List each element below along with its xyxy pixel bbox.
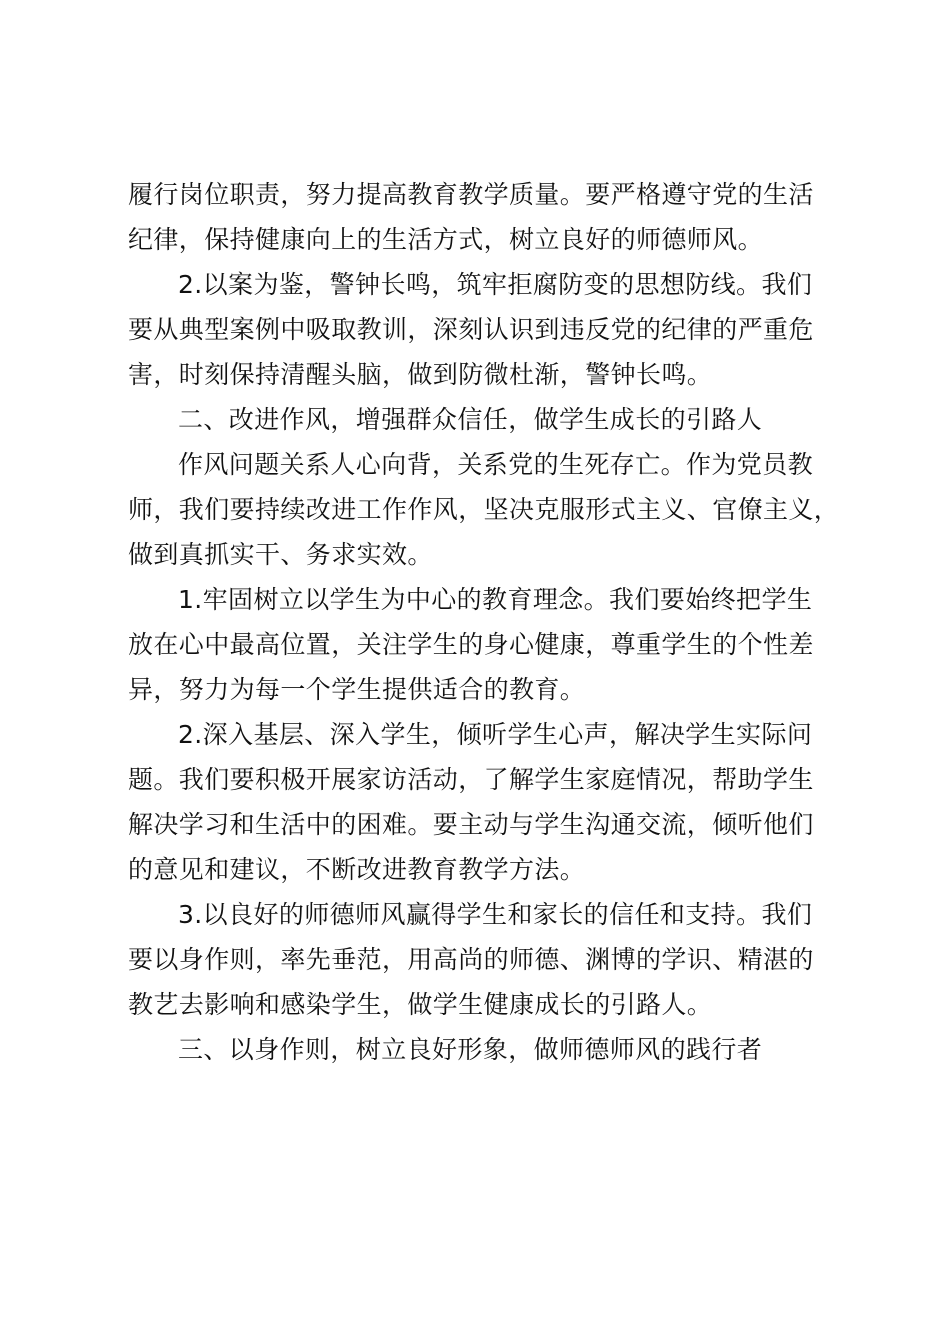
text-line: 2.深入基层、深入学生，倾听学生心声，解决学生实际问 <box>178 720 813 749</box>
text-line: 异，努力为每一个学生提供适合的教育。 <box>128 675 586 704</box>
text-line: 解决学习和生活中的困难。要主动与学生沟通交流，倾听他们 <box>128 810 814 839</box>
text-line: 教艺去影响和感染学生，做学生健康成长的引路人。 <box>128 990 713 1019</box>
section-heading: 三、以身作则，树立良好形象，做师德师风的践行者 <box>178 1035 763 1064</box>
text-line: 放在心中最高位置，关注学生的身心健康，尊重学生的个性差 <box>128 630 814 659</box>
text-line: 3.以良好的师德师风赢得学生和家长的信任和支持。我们 <box>178 900 813 929</box>
text-line: 1.牢固树立以学生为中心的教育理念。我们要始终把学生 <box>178 585 813 614</box>
text-line: 师，我们要持续改进工作作风，坚决克服形式主义、官僚主义， <box>128 495 840 524</box>
section-heading: 二、改进作风，增强群众信任，做学生成长的引路人 <box>178 405 763 434</box>
text-line: 的意见和建议，不断改进教育教学方法。 <box>128 855 586 884</box>
document-body <box>128 172 843 1072</box>
text-line: 题。我们要积极开展家访活动，了解学生家庭情况，帮助学生 <box>128 765 814 794</box>
text-line: 2.以案为鉴，警钟长鸣，筑牢拒腐防变的思想防线。我们 <box>178 270 813 299</box>
text-line: 要从典型案例中吸取教训，深刻认识到违反党的纪律的严重危 <box>128 315 814 344</box>
text-line: 履行岗位职责，努力提高教育教学质量。要严格遵守党的生活 <box>128 180 814 209</box>
text-line: 作风问题关系人心向背，关系党的生死存亡。作为党员教 <box>178 450 814 479</box>
text-line: 做到真抓实干、务求实效。 <box>128 540 433 569</box>
text-line: 要以身作则，率先垂范，用高尚的师德、渊博的学识、精湛的 <box>128 945 814 974</box>
text-line: 害，时刻保持清醒头脑，做到防微杜渐，警钟长鸣。 <box>128 360 713 389</box>
text-line: 纪律，保持健康向上的生活方式，树立良好的师德师风。 <box>128 225 764 254</box>
